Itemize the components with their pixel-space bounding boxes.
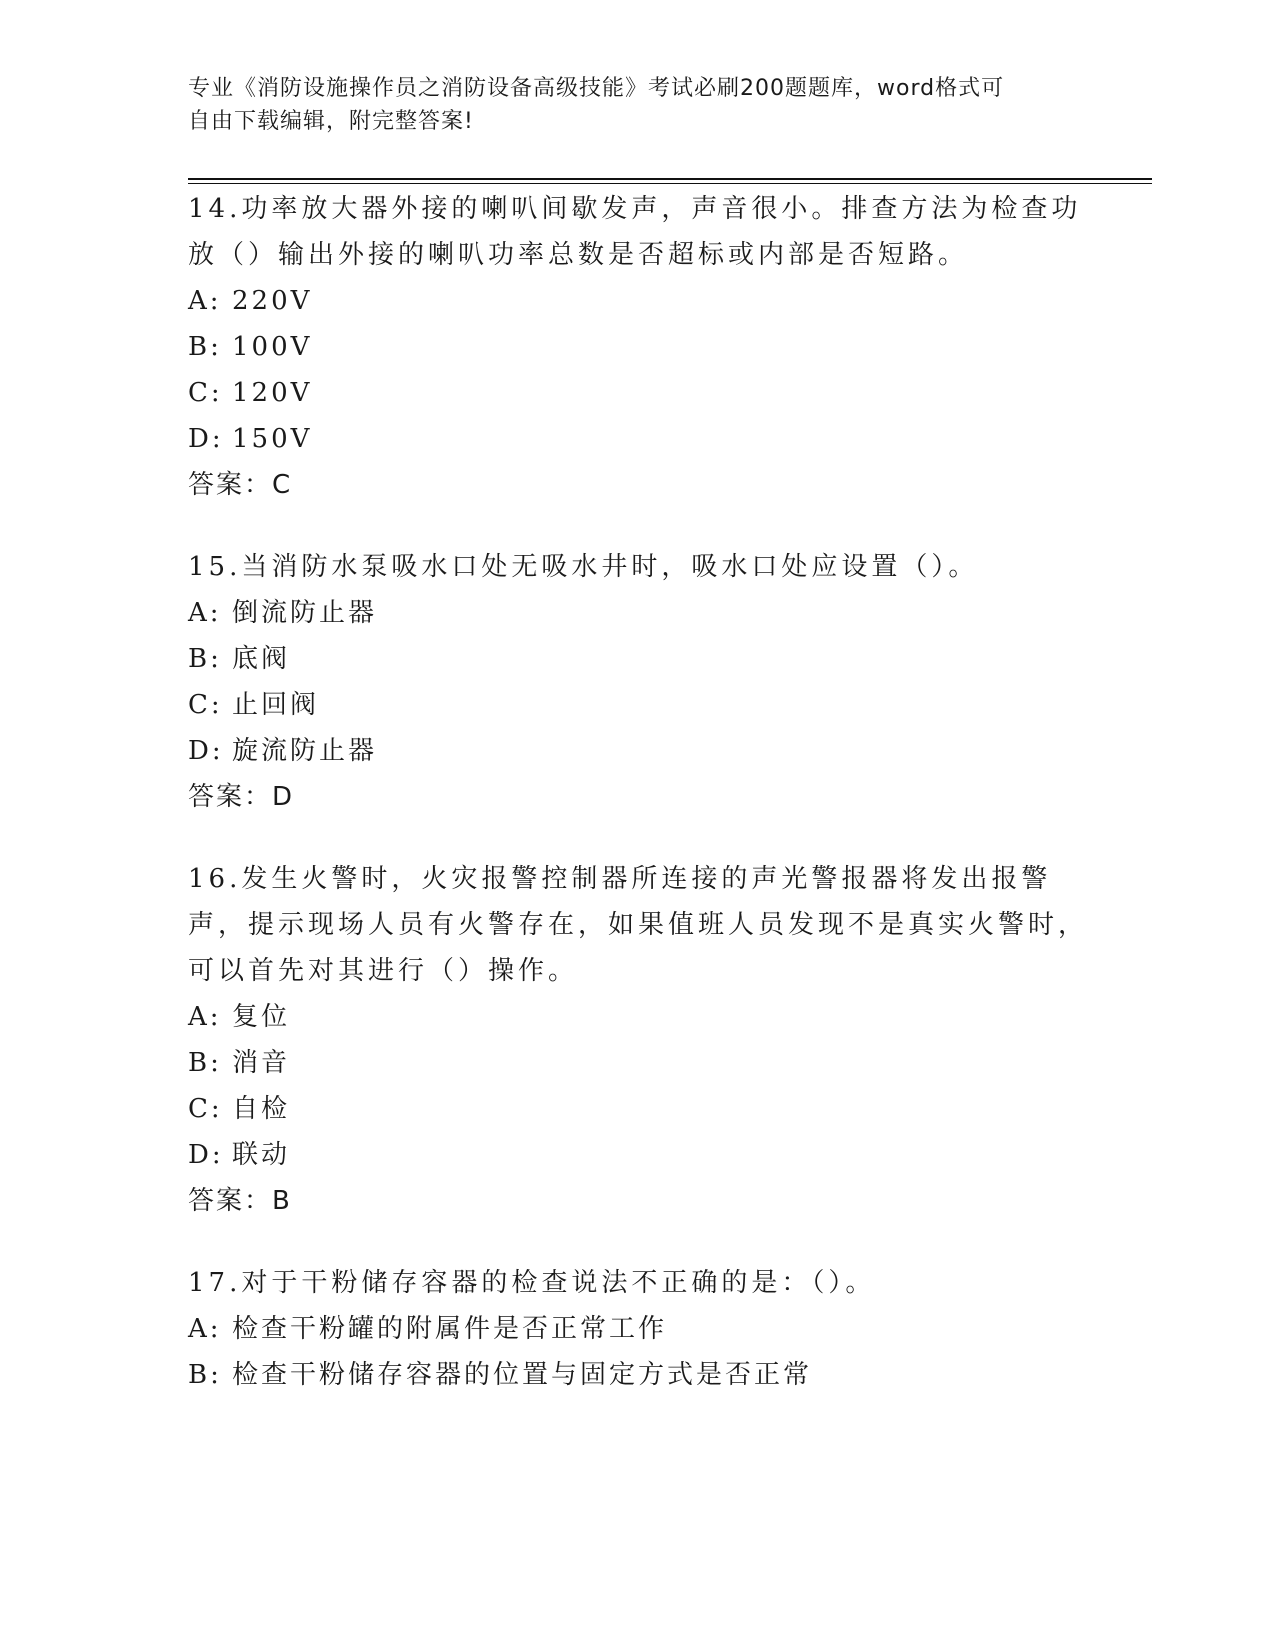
option-text: 检查干粉罐的附属件是否正常工作: [232, 1314, 668, 1344]
option-a: [188, 994, 1088, 1040]
option-key: A:: [188, 1314, 222, 1344]
document-header: [188, 72, 1088, 138]
option-key: B:: [188, 1048, 222, 1078]
option-text: 检查干粉储存容器的位置与固定方式是否正常: [232, 1360, 813, 1390]
option-text: 120V: [232, 378, 313, 408]
option-c: [188, 682, 1088, 728]
option-c: [188, 1086, 1088, 1132]
option-c: [188, 370, 1088, 416]
question-text: [188, 1260, 1088, 1306]
header-line-1: 专业《消防设施操作员之消防设备高级技能》考试必刷200题题库，word格式可: [188, 76, 1005, 101]
option-key: A:: [188, 286, 222, 316]
option-text: 联动: [232, 1140, 291, 1170]
option-text: 消音: [232, 1048, 291, 1078]
option-b: [188, 324, 1088, 370]
option-key: D:: [188, 1140, 224, 1170]
question-15: [188, 544, 1088, 820]
option-text: 底阀: [232, 644, 291, 674]
question-16: [188, 856, 1088, 1224]
answer: 答案：C: [188, 470, 293, 500]
option-a: [188, 1306, 1088, 1352]
option-b: [188, 1352, 1088, 1398]
option-key: D:: [188, 736, 224, 766]
question-number: 14.: [188, 194, 242, 224]
option-key: B:: [188, 332, 222, 362]
option-text: 220V: [232, 286, 313, 316]
question-body: 对于干粉储存容器的检查说法不正确的是：（）。: [241, 1268, 876, 1298]
option-text: 旋流防止器: [232, 736, 378, 766]
option-d: [188, 728, 1088, 774]
question-14: [188, 186, 1088, 508]
option-key: D:: [188, 424, 224, 454]
option-d: [188, 1132, 1088, 1178]
option-key: A:: [188, 1002, 222, 1032]
answer: 答案：D: [188, 782, 295, 812]
option-text: 150V: [232, 424, 313, 454]
option-b: [188, 636, 1088, 682]
question-body: 功率放大器外接的喇叭间歇发声，声音很小。排查方法为检查功放（）输出外接的喇叭功率总数是否超标或内部是否短路。: [188, 194, 1082, 270]
option-text: 止回阀: [232, 690, 320, 720]
question-number: 15.: [188, 552, 242, 582]
answer: 答案：B: [188, 1186, 292, 1216]
question-number: 17.: [188, 1268, 242, 1298]
option-text: 100V: [232, 332, 313, 362]
header-divider-thick: [188, 178, 1152, 180]
option-b: [188, 1040, 1088, 1086]
question-body: 当消防水泵吸水口处无吸水井时，吸水口处应设置（）。: [241, 552, 979, 582]
question-text: [188, 856, 1088, 994]
question-list: [188, 186, 1088, 1434]
option-key: C:: [188, 690, 223, 720]
option-key: C:: [188, 378, 223, 408]
option-d: [188, 416, 1088, 462]
question-17: [188, 1260, 1088, 1398]
option-text: 自检: [232, 1094, 291, 1124]
option-text: 倒流防止器: [232, 598, 378, 628]
option-key: B:: [188, 1360, 222, 1390]
question-number: 16.: [188, 864, 242, 894]
option-key: C:: [188, 1094, 223, 1124]
option-text: 复位: [232, 1002, 291, 1032]
header-divider-thin: [188, 183, 1152, 184]
option-key: A:: [188, 598, 222, 628]
question-text: [188, 544, 1088, 590]
option-a: [188, 590, 1088, 636]
header-line-2: 自由下载编辑，附完整答案!: [188, 109, 474, 134]
option-a: [188, 278, 1088, 324]
question-text: [188, 186, 1088, 278]
option-key: B:: [188, 644, 222, 674]
question-body: 发生火警时，火灾报警控制器所连接的声光警报器将发出报警声，提示现场人员有火警存在，如果值班人员发现不是真实火警时，可以首先对其进行（）操作。: [188, 864, 1089, 986]
